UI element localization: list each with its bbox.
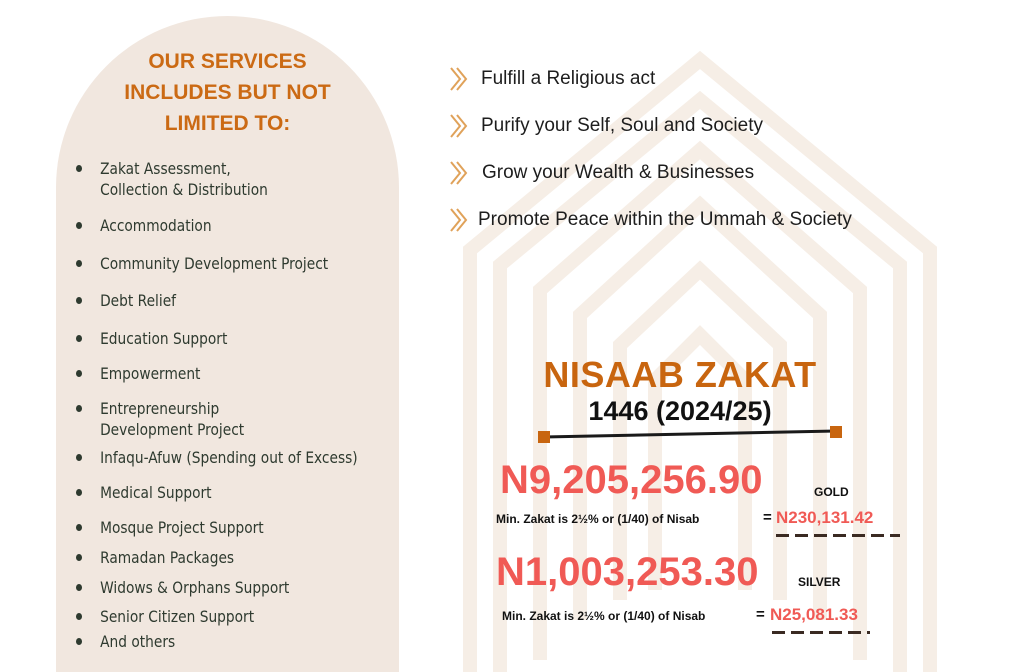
benefit-text: Purify your Self, Soul and Society <box>481 115 763 136</box>
bullet-icon <box>76 335 82 342</box>
silver-min-zakat-text: Min. Zakat is 2½% or (1/40) of Nisab <box>502 609 706 623</box>
bullet-icon <box>76 454 82 461</box>
bullet-icon <box>76 260 82 267</box>
double-chevron-icon <box>448 160 472 186</box>
gold-dashed-underline <box>776 534 900 537</box>
nisaab-year: 1446 (2024/25) <box>588 396 772 426</box>
gold-min-zakat-text: Min. Zakat is 2½% or (1/40) of Nisab <box>496 512 700 526</box>
service-line: Widows & Orphans Support <box>100 578 290 597</box>
services-title <box>56 46 399 139</box>
silver-dashed-underline <box>772 631 870 634</box>
service-line: Infaqu-Afuw (Spending out of Excess) <box>100 448 358 467</box>
benefit-text: Fulfill a Religious act <box>481 68 656 89</box>
silver-zakat-amount: N25,081.33 <box>770 605 858 624</box>
gold-nisab-amount: N9,205,256.90 <box>500 458 763 502</box>
gold-label: GOLD <box>814 485 849 499</box>
service-line: Senior Citizen Support <box>100 607 255 626</box>
bullet-icon <box>76 222 82 229</box>
double-chevron-icon <box>448 207 472 233</box>
service-text <box>100 158 268 200</box>
service-line: Development Project <box>100 420 245 439</box>
double-chevron-icon <box>448 113 472 139</box>
double-chevron-icon <box>448 66 472 92</box>
service-line: And others <box>100 632 176 651</box>
service-line: Zakat Assessment, <box>100 159 231 178</box>
benefit-text: Promote Peace within the Ummah & Society <box>478 209 852 230</box>
year-underline <box>538 426 842 444</box>
service-line: Community Development Project <box>100 254 329 273</box>
silver-nisab-amount: N1,003,253.30 <box>496 550 759 594</box>
bullet-icon <box>76 405 82 412</box>
bullet-icon <box>76 524 82 531</box>
service-line: Ramadan Packages <box>100 548 235 567</box>
bullet-icon <box>76 613 82 620</box>
bullet-icon <box>76 638 82 645</box>
gold-zakat-amount: N230,131.42 <box>776 508 874 527</box>
benefit-text: Grow your Wealth & Businesses <box>482 162 755 183</box>
service-line: Debt Relief <box>100 291 177 310</box>
service-line: Education Support <box>100 329 228 348</box>
nisaab-title: NISAAB ZAKAT <box>543 354 817 395</box>
service-line: Mosque Project Support <box>100 518 264 537</box>
bullet-icon <box>76 297 82 304</box>
bullet-icon <box>76 370 82 377</box>
gold-equals-sign: = <box>763 509 772 526</box>
service-line: Medical Support <box>100 483 212 502</box>
service-line: Collection & Distribution <box>100 180 268 199</box>
services-title-line: INCLUDES BUT NOT <box>124 81 331 104</box>
services-title-line: OUR SERVICES <box>148 50 307 73</box>
services-title-line: LIMITED TO: <box>164 112 291 135</box>
bullet-icon <box>76 489 82 496</box>
service-line: Accommodation <box>100 216 212 235</box>
bullet-icon <box>76 554 82 561</box>
service-text <box>100 398 244 440</box>
bullet-icon <box>76 584 82 591</box>
silver-equals-sign: = <box>756 606 765 623</box>
service-line: Entrepreneurship <box>100 399 220 418</box>
silver-label: SILVER <box>798 575 841 589</box>
bullet-icon <box>76 165 82 172</box>
service-line: Empowerment <box>100 364 201 383</box>
